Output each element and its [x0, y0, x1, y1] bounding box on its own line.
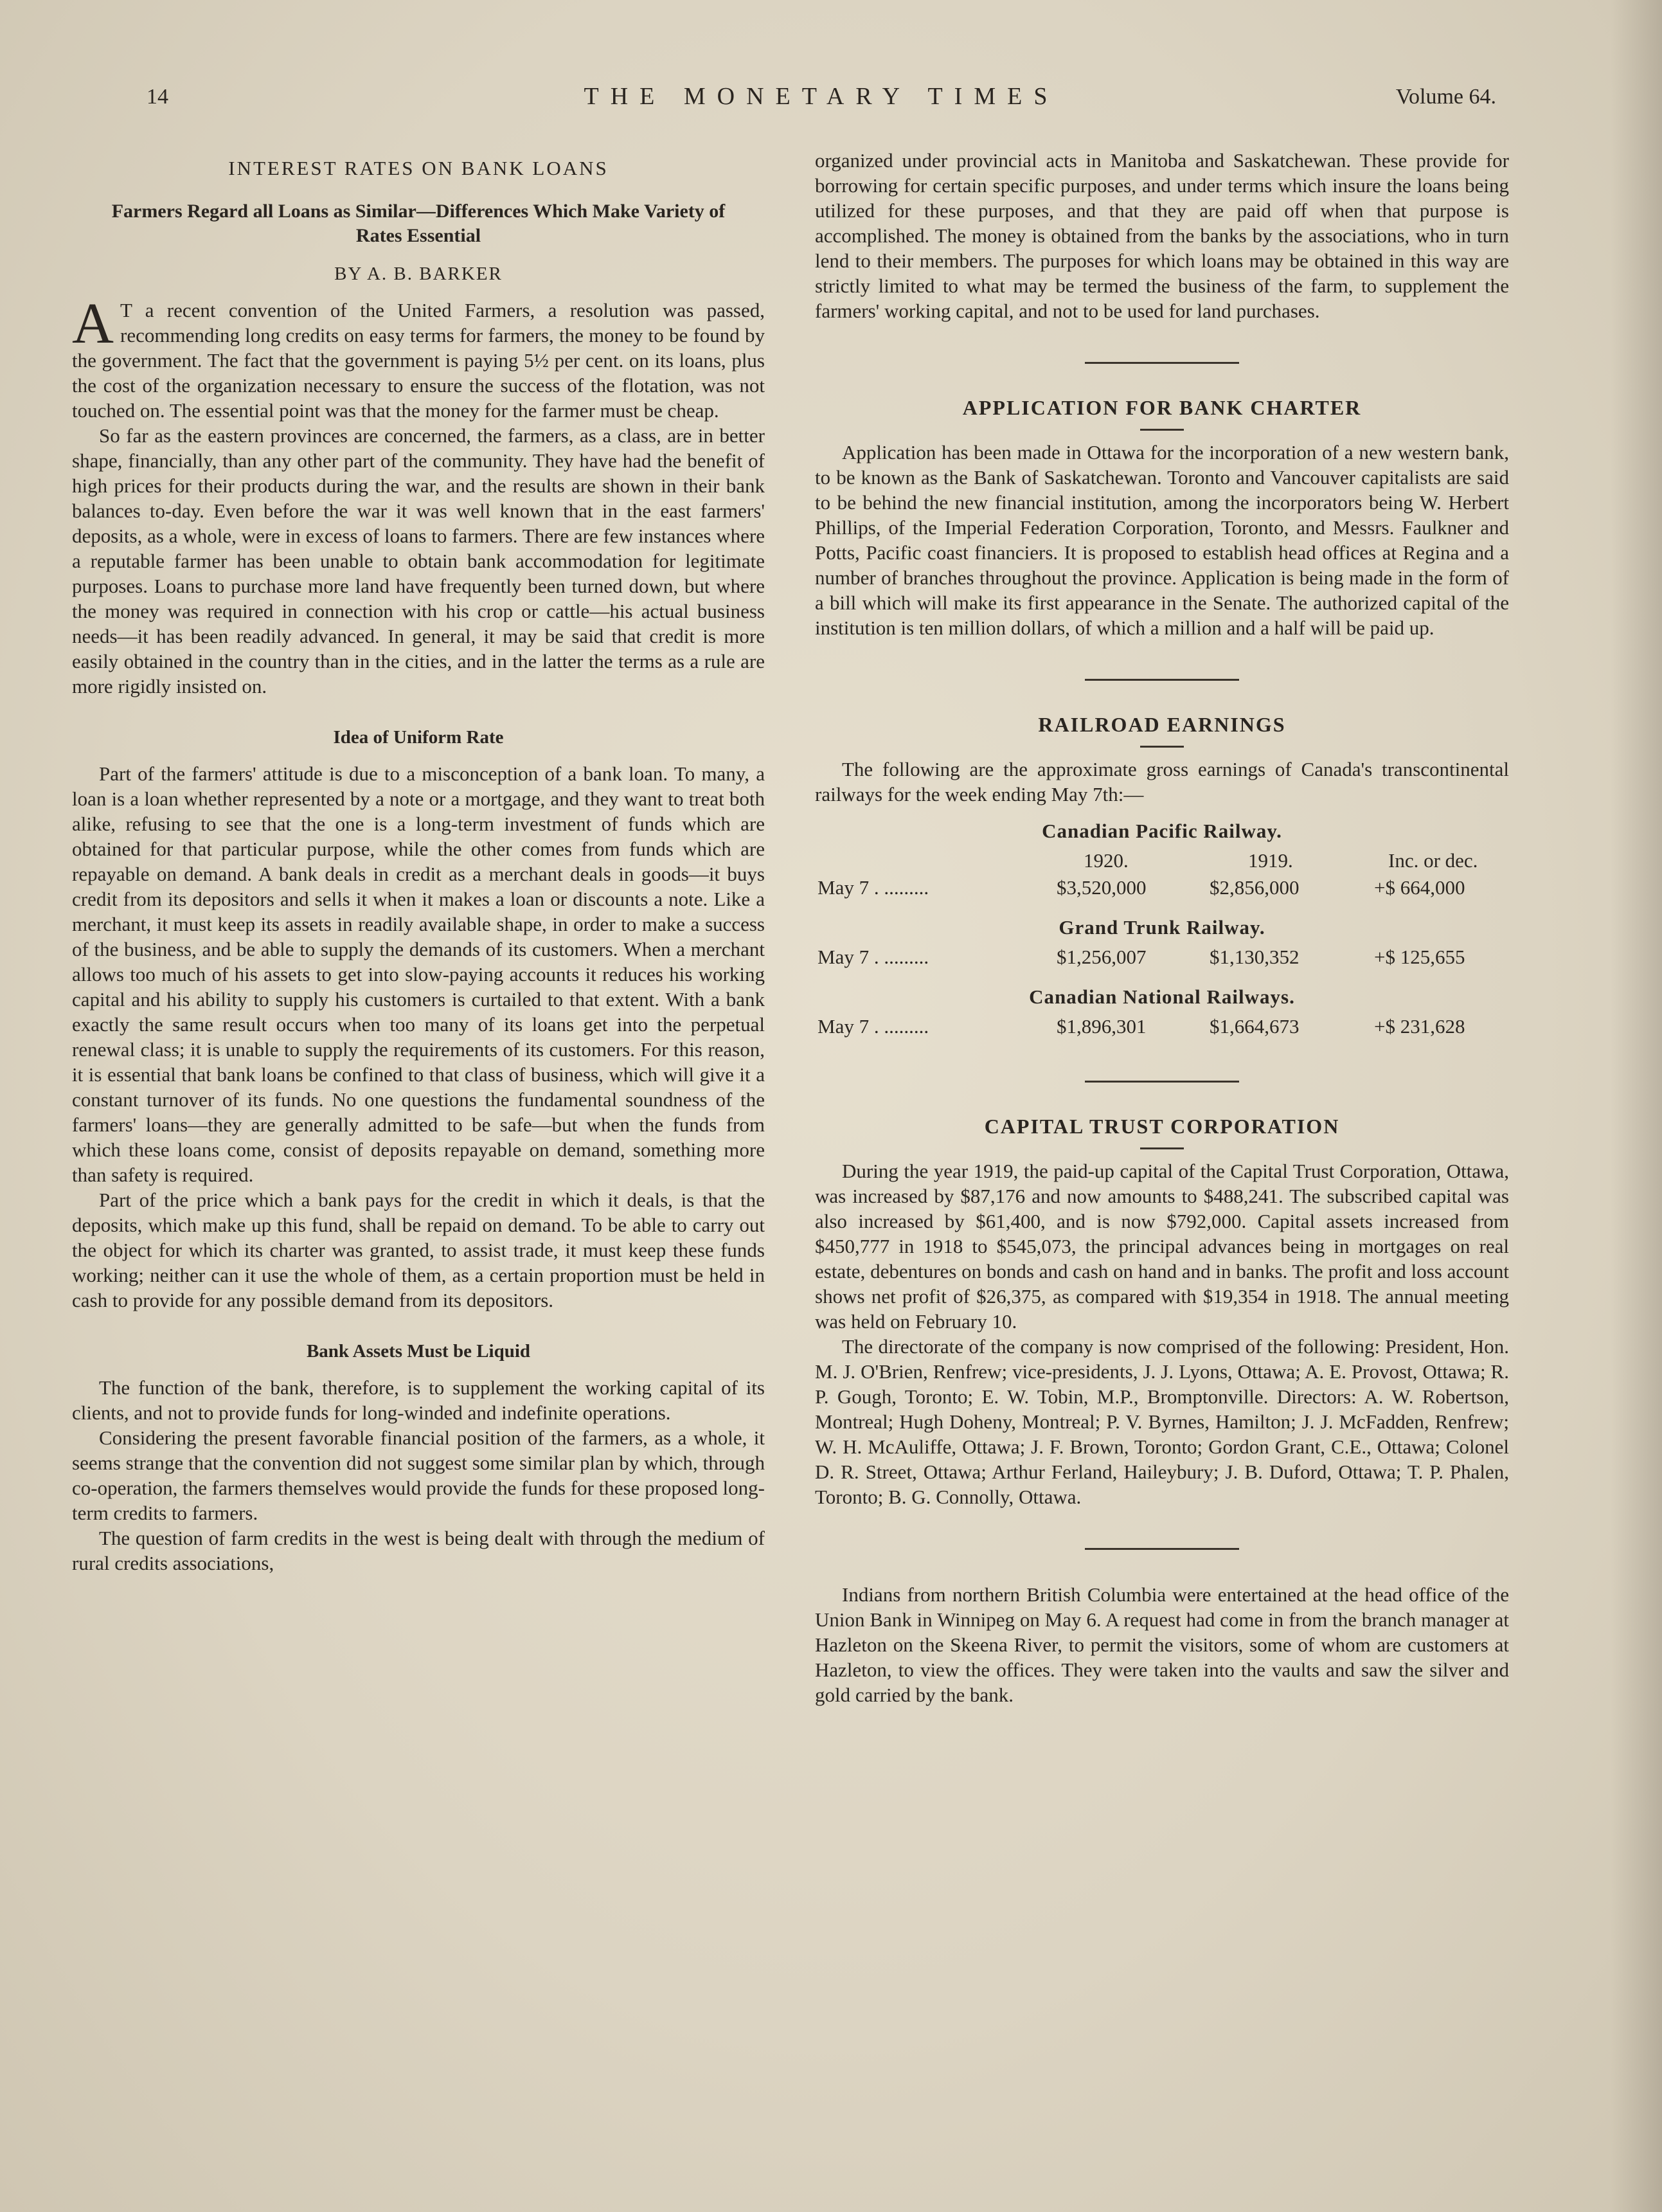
section-divider [1085, 679, 1239, 681]
value-change: +$ 231,628 [1374, 1015, 1465, 1038]
value-1920: $3,520,000 [1057, 876, 1147, 899]
railway-name: Canadian National Railways. [1029, 985, 1295, 1008]
running-header [147, 85, 1496, 117]
row-label: May 7 . ......... [818, 1015, 929, 1038]
earnings-column-headers [815, 849, 1509, 876]
volume-label: Volume 64. [1395, 85, 1496, 109]
title-rule [1140, 429, 1184, 431]
column-header-change: Inc. or dec. [1388, 849, 1478, 872]
article-paragraph: The directorate of the company is now comprised of the following: President, Hon. M. J. O'Brien, Renfrew; vice-presidents, J. J. Lyons, Ottawa; A. E. Provost, Ottawa; R. P. Gough, Toronto; E. W. Tobin, M.P., Bromptonville. Directors: A. W. Robertson, Montreal; Hugh Doheny, Montreal; P. V. Byrnes, Hamilton; J. J. McFadden, Renfrew; W. H. McAuliffe, Ottawa; J. F. Brown, Toronto; Gordon Grant, C.E., Ottawa; Colonel D. R. Street, Ottawa; Arthur Ferland, Haileybury; J. B. Duford, Ottawa; T. P. Phalen, Toronto; B. G. Connolly, Ottawa. [815, 1335, 1509, 1508]
article-deck: Farmers Regard all Loans as Similar—Differences Which Make Variety of Rates Essential [111, 201, 726, 246]
row-label: May 7 . ......... [818, 876, 929, 899]
earnings-row [815, 1015, 1509, 1042]
value-1919: $1,664,673 [1210, 1015, 1300, 1038]
article-paragraph: During the year 1919, the paid-up capital of the Capital Trust Corporation, Ottawa, was increased by $87,176 and now amounts to $488,241. The subscribed capital was also increased by $61,400, and is now $792,000. Capital assets increased from $450,777 in 1918 to $545,073, the principal advances being in mortgages on real estate, debentures on bonds and cash on hand and in banks. The profit and loss account shows net profit of $26,375, as compared with $19,354 in 1918. The annual meeting was held on February 10. [815, 1160, 1509, 1333]
railway-name: Grand Trunk Railway. [1059, 916, 1265, 939]
page-edge-shadow [1611, 0, 1662, 2212]
subheading-uniform-rate: Idea of Uniform Rate [333, 727, 504, 748]
section-divider [1085, 1548, 1239, 1550]
article-paragraph: The function of the bank, therefore, is to supplement the working capital of its clients, and not to provide funds for long-winded and indefinite operations. [72, 1376, 765, 1424]
article-paragraph: Application has been made in Ottawa for the incorporation of a new western bank, to be known as the Bank of Saskatchewan. Toronto and Vancouver capitalists are said to be behind the new financial institution, among the incorporators being W. Herbert Phillips, of the Imperial Federation Corporation, Toronto, and Messrs. Faulkner and Potts, Pacific coast financiers. It is proposed to establish head offices at Regina and a number of branches throughout the province. Application is being made in the form of a bill which will make its first appearance in the Senate. The authorized capital of the institution is ten million dollars, of which a million and a half will be paid up. [815, 441, 1509, 639]
article-paragraph: Part of the farmers' attitude is due to a misconception of a bank loan. To many, a loan is a loan whether represented by a note or a mortgage, and they want to treat both alike, refusing to see that the one is a long-term investment of funds which are obtained for that particular purpose, while the other comes from funds which are repayable on demand. A bank deals in credit as a merchant deals in goods—it buys credit from its depositors and sells it when it makes a loan or discounts a note. Like a merchant, it must keep its assets in readily available shape, in order to make a success of the business, and be able to supply the demands of its customers. When a merchant allows too much of his assets to get into slow-paying accounts it reduces his working capital and his ability to supply his customers is curtailed to that extent. With a bank exactly the same result occurs when too many of its loans get into the perpetual renewal class; it is unable to supply the requirements of its customers. For this reason, it is essential that bank loans be confined to that class of business, which will give it a constant turnover of its funds. No one questions the fundamental soundness of the farmers' loans—they are generally admitted to be safe—but when the funds from which these loans come, consist of deposits repayable on demand, something more than safety is required. [72, 762, 765, 1186]
value-1920: $1,896,301 [1057, 1015, 1147, 1038]
right-column [815, 148, 1509, 1707]
article-title-bank-charter: APPLICATION FOR BANK CHARTER [962, 396, 1362, 419]
article-title-railroad-earnings: RAILROAD EARNINGS [1038, 713, 1286, 736]
article-paragraph: So far as the eastern provinces are concerned, the farmers, as a class, are in better shape, financially, than any other part of the community. They have had the benefit of high prices for their products during the war, and the results are shown in their bank balances to-day. Even before the war it was well known that in the east farmers' deposits, as a whole, were in excess of loans to farmers. There are few instances where a reputable farmer has been unable to obtain bank accommodation for legitimate purposes. Loans to purchase more land have frequently been turned down, but where the money was required in connection with his crop or cattle—his actual business needs—it has been readily advanced. In general, it may be said that credit is more easily obtained in the country than in the cities, and in the latter the terms as a rule are more rigidly insisted on. [72, 424, 765, 697]
section-divider [1085, 362, 1239, 364]
article-title-interest-rates: INTEREST RATES ON BANK LOANS [228, 157, 609, 179]
value-1919: $1,130,352 [1210, 946, 1300, 968]
article-title-capital-trust: CAPITAL TRUST CORPORATION [984, 1115, 1340, 1138]
value-1920: $1,256,007 [1057, 946, 1147, 968]
column-header-1920: 1920. [1084, 849, 1129, 872]
row-label: May 7 . ......... [818, 946, 929, 968]
article-paragraph: Indians from northern British Columbia were entertained at the head office of the Union Bank in Winnipeg on May 6. A request had come in from the branch manager at Hazleton on the Skeena River, to permit the visitors, some of whom are customers at Hazleton, to view the offices. They were taken into the vaults and saw the silver and gold carried by the bank. [815, 1583, 1509, 1706]
subheading-bank-assets: Bank Assets Must be Liquid [306, 1341, 531, 1362]
railway-name: Canadian Pacific Railway. [1042, 820, 1282, 842]
article-paragraph: Part of the price which a bank pays for the credit in which it deals, is that the deposits, which make up this fund, shall be repaid on demand. To be able to carry out the object for which its charter was granted, to assist trade, it must keep these funds working; neither can it use the whole of them, as a certain proportion must be held in cash to provide for any possible demand from its depositors. [72, 1189, 765, 1311]
article-paragraph: A T a recent convention of the United Farmers, a resolution was passed, recommending long credits on easy terms for farmers, the money to be found by the government. The fact that the government is paying 5½ per cent. on its loans, plus the cost of the organization necessary to ensure the success of the flotation, was not touched on. The essential point was that the money for the farmer must be cheap. [72, 292, 765, 422]
value-change: +$ 664,000 [1374, 876, 1465, 899]
page-number: 14 [147, 85, 168, 109]
left-column [72, 148, 765, 1576]
article-paragraph: The question of farm credits in the west is being dealt with through the medium of rural credits associations, [72, 1527, 765, 1574]
value-change: +$ 125,655 [1374, 946, 1465, 968]
drop-cap: A [72, 292, 114, 355]
title-rule [1140, 1147, 1184, 1149]
title-rule [1140, 746, 1184, 748]
section-divider [1085, 1081, 1239, 1083]
value-1919: $2,856,000 [1210, 876, 1300, 899]
column-header-1919: 1919. [1248, 849, 1293, 872]
article-paragraph: The following are the approximate gross earnings of Canada's transcontinental railways for the week ending May 7th:— [815, 758, 1509, 805]
earnings-row [815, 876, 1509, 903]
article-byline: BY A. B. BARKER [334, 264, 503, 284]
earnings-row [815, 946, 1509, 973]
article-paragraph-continued: organized under provincial acts in Manitoba and Saskatchewan. These provide for borrowing for certain specific purposes, and under terms which insure the loans being utilized for these purposes, and that they are paid off when that purpose is accomplished. The money is obtained from the banks by the associations, who in turn lend to their members. The purposes for which loans may be obtained in this way are strictly limited to what may be termed the business of the farm, to supplement the farmers' working capital, and not to be used for land purchases. [815, 149, 1509, 322]
article-paragraph: Considering the present favorable financial position of the farmers, as a whole, it seems strange that the convention did not suggest some similar plan by which, through co-operation, the farmers themselves would provide the funds for these proposed long-term credits to farmers. [72, 1426, 765, 1524]
journal-title: THE MONETARY TIMES [584, 83, 1059, 110]
